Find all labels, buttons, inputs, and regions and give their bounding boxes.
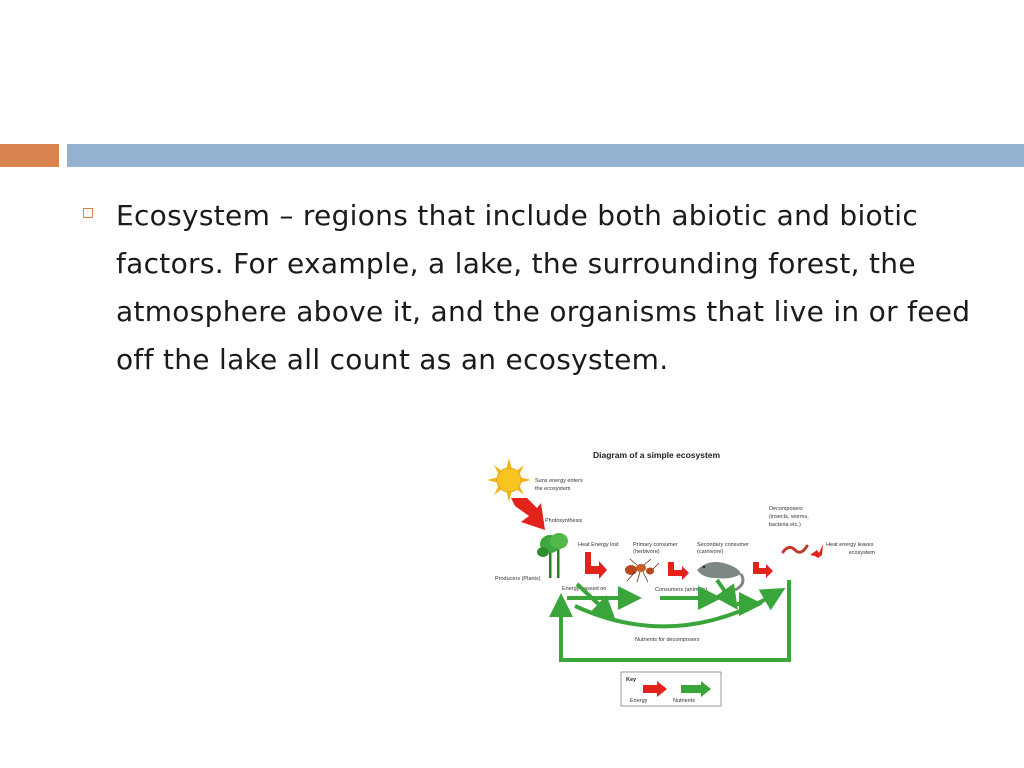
heat-leaves-label: Heat energy leaves ecosystem: [826, 542, 875, 556]
heat-lost-arrow-1: [585, 552, 607, 579]
sun-icon: [487, 458, 531, 502]
key-energy-label: Energy: [630, 698, 648, 704]
worm-icon: [783, 546, 807, 552]
heat-lost-arrow-2: [668, 562, 689, 580]
consumers-label: Consumers (animals): [655, 587, 708, 593]
nutrients-decomposers-label: Nutrients for decomposers: [635, 637, 700, 643]
accent-bar-orange: [0, 144, 59, 167]
secondary-consumer-label: Secondary consumer (carnivore): [697, 542, 749, 555]
bullet-square-icon: [83, 208, 93, 218]
heat-lost-arrow-3: [753, 562, 773, 578]
sun-label: Suns energy enters the ecosystem: [535, 478, 583, 492]
diagram-title: Diagram of a simple ecosystem: [593, 450, 721, 460]
bullet-text: Ecosystem – regions that include both abiotic and biotic factors. For example, a lake, the surrounding forest, the atmosphere above it, and the organisms that live in or feed off the lake all count as an ecosystem.: [116, 199, 971, 376]
key-nutrients-label: Nutrients: [673, 698, 696, 704]
legend-key: [621, 672, 721, 706]
decomposers-label: Decomposers (insects, worms, bacteria etc.): [769, 506, 809, 528]
key-title: Key: [626, 677, 637, 683]
energy-passed-label: Energy passed on: [562, 586, 607, 592]
sun-energy-arrow: [511, 498, 545, 530]
heat-lost-label: Heat Energy lost: [578, 542, 619, 548]
photosynthesis-label: Photosynthesis: [545, 518, 583, 524]
primary-consumer-label: Primary consumer (herbivore): [633, 542, 678, 555]
producers-label: Producers (Plants): [495, 576, 541, 582]
heat-leaves-arrow: [810, 544, 823, 558]
ecosystem-diagram: [485, 440, 885, 710]
plant-icon: [537, 533, 568, 578]
ant-icon: [625, 559, 659, 582]
accent-bar-blue: [67, 144, 1024, 167]
